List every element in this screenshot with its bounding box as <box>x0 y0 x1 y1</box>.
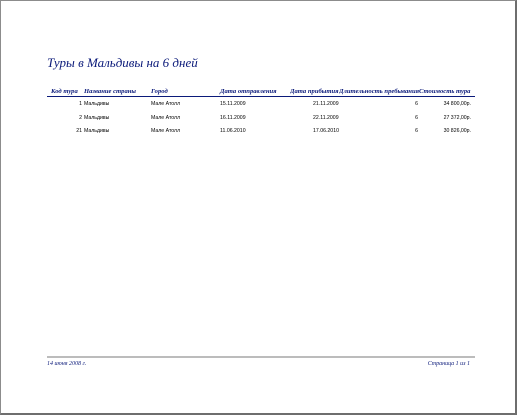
column-header-arrival-date: Дата прибытия <box>290 88 339 95</box>
column-header-duration: Длительность пребывания <box>339 88 419 95</box>
cell-price: 27 372,00р. <box>443 115 471 121</box>
column-header-price: Стоимость тура <box>419 88 471 95</box>
cell-city: Мале Атолл <box>151 128 181 134</box>
footer-page-number: Страница 1 из 1 <box>427 361 470 367</box>
cell-arrival-date: 17.06.2010 <box>313 128 339 134</box>
cell-tour-code: 1 <box>79 101 82 107</box>
cell-country: Мальдивы <box>84 128 110 134</box>
cell-price: 34 800,00р. <box>443 101 471 107</box>
column-header-tour-code: Код тура <box>51 88 78 95</box>
cell-duration: 6 <box>415 101 418 107</box>
cell-price: 30 826,00р. <box>443 128 471 134</box>
footer-date: 14 июня 2008 г. <box>47 361 87 367</box>
cell-tour-code: 21 <box>76 128 82 134</box>
cell-city: Мале Атолл <box>151 115 181 121</box>
report-title: Туры в Мальдивы на 6 дней <box>47 55 198 70</box>
cell-duration: 6 <box>415 115 418 121</box>
column-header-city: Город <box>151 88 168 95</box>
cell-country: Мальдивы <box>84 115 110 121</box>
cell-arrival-date: 22.11.2009 <box>313 115 339 121</box>
cell-duration: 6 <box>415 128 418 134</box>
cell-country: Мальдивы <box>84 101 110 107</box>
cell-arrival-date: 21.11.2009 <box>313 101 339 107</box>
cell-departure-date: 11.06.2010 <box>220 128 246 134</box>
cell-departure-date: 16.11.2009 <box>220 115 246 121</box>
cell-departure-date: 15.11.2009 <box>220 101 246 107</box>
column-header-country: Название страны <box>84 88 136 95</box>
header-divider <box>47 96 475 97</box>
cell-city: Мале Атолл <box>151 101 181 107</box>
column-header-departure-date: Дата отправления <box>220 88 277 95</box>
footer-divider <box>47 356 475 358</box>
cell-tour-code: 2 <box>79 115 82 121</box>
